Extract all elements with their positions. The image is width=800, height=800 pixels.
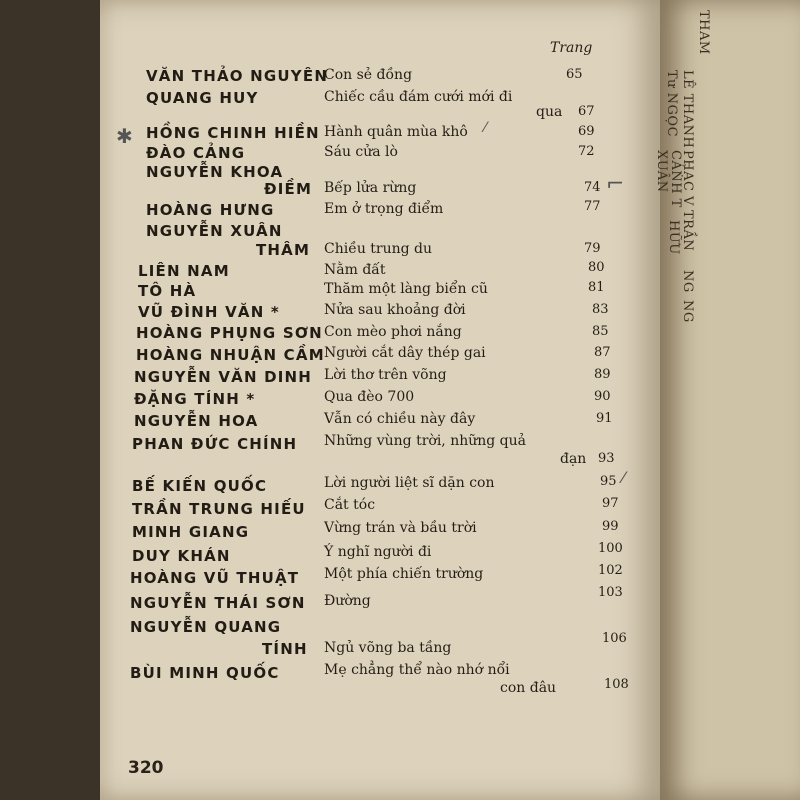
page-ref: 87	[594, 345, 611, 360]
facing-fragment: LÊ THANH	[680, 70, 695, 149]
page-ref: 79	[584, 241, 601, 256]
poem-title: Chiều trung du	[324, 241, 433, 257]
facing-fragment: PHẠC V	[680, 150, 695, 206]
author-name: VĂN THẢO NGUYÊN	[146, 67, 329, 85]
pen-mark-asterisk: ✱	[116, 124, 133, 148]
poem-title: Người cắt dây thép gai	[324, 345, 486, 361]
author-name: TÔ HÀ	[138, 282, 197, 300]
facing-fragment: XUÂN	[654, 150, 669, 193]
poem-title: Đường	[324, 593, 371, 609]
author-name: BÙI MINH QUỐC	[130, 664, 280, 682]
page-ref: 90	[594, 389, 611, 404]
author-name: HOÀNG VŨ THUẬT	[130, 569, 300, 587]
author-name: BẾ KIẾN QUỐC	[132, 477, 268, 495]
author-name: NGUYỄN VĂN DINH	[134, 368, 313, 386]
facing-fragment: HỮU	[666, 220, 681, 255]
page-ref: 106	[602, 631, 627, 646]
facing-page	[654, 0, 800, 800]
facing-fragment: THAM	[696, 10, 711, 55]
author-name: HOÀNG HƯNG	[146, 201, 275, 219]
facing-fragment: Tư NGỌC	[664, 70, 679, 138]
page-ref: 103	[598, 585, 623, 600]
facing-fragment: CẢNH T	[668, 150, 683, 208]
author-name: NGUYỄN XUÂN	[146, 222, 283, 240]
poem-title: Những vùng trời, những quả	[324, 433, 526, 449]
author-name: VŨ ĐÌNH VĂN *	[138, 303, 280, 321]
pen-tick-mark: ⁄	[622, 468, 625, 487]
poem-title-continuation: qua	[536, 104, 563, 120]
poem-title: Qua đèo 700	[324, 389, 415, 405]
poem-title: Thăm một làng biển cũ	[324, 281, 488, 297]
page-ref: 97	[602, 496, 619, 511]
poem-title: Hành quân mùa khô	[324, 124, 468, 140]
page-ref: 77	[584, 199, 601, 214]
page-column-header: Trang	[550, 40, 593, 56]
page-ref: 72	[578, 144, 595, 159]
poem-title: Vừng trán và bầu trời	[324, 520, 477, 536]
author-name: NGUYỄN THÁI SƠN	[130, 594, 306, 612]
poem-title-continuation: con đâu	[500, 680, 557, 696]
poem-title: Con mèo phơi nắng	[324, 324, 462, 340]
poem-title: Cắt tóc	[324, 497, 376, 513]
poem-title: Bếp lửa rừng	[324, 180, 417, 196]
page-ref: 91	[596, 411, 613, 426]
page-ref: 80	[588, 260, 605, 275]
author-name: HOÀNG PHỤNG SƠN	[136, 324, 323, 342]
author-name: DUY KHÁN	[132, 547, 231, 565]
poem-title: Ngủ võng ba tầng	[324, 640, 452, 656]
page-ref: 108	[604, 677, 629, 692]
page-ref: 85	[592, 324, 609, 339]
poem-title: Lời thơ trên võng	[324, 367, 447, 383]
poem-title: Sáu cửa lò	[324, 144, 398, 160]
page-ref: 81	[588, 280, 605, 295]
poem-title: Nằm đất	[324, 262, 386, 278]
page-ref: 89	[594, 367, 611, 382]
page-ref: 74	[584, 180, 601, 195]
poem-title: Em ở trọng điểm	[324, 201, 444, 217]
page-ref: 67	[578, 104, 595, 119]
poem-title-continuation: đạn	[560, 451, 587, 467]
page-ref: 102	[598, 563, 623, 578]
author-name: QUANG HUY	[146, 89, 259, 107]
author-name: ĐÀO CẢNG	[146, 144, 246, 162]
page-ref: 100	[598, 541, 623, 556]
facing-fragment: NG	[680, 300, 695, 323]
pen-check-mark: ⌐	[606, 172, 625, 197]
page-ref: 93	[598, 451, 615, 466]
author-name: LIÊN NAM	[138, 262, 230, 280]
poem-title: Mẹ chẳng thể nào nhớ nổi	[324, 662, 510, 678]
poem-title: Lời người liệt sĩ dặn con	[324, 475, 495, 491]
author-name-continuation: ĐIỀM	[264, 180, 313, 198]
poem-title: Một phía chiến trường	[324, 566, 484, 582]
page-ref: 65	[566, 67, 583, 82]
author-name-continuation: THÂM	[256, 241, 311, 259]
facing-fragment: TRẦN	[680, 210, 695, 252]
page-number: 320	[128, 758, 164, 778]
author-name: HOÀNG NHUẬN CẦM	[136, 346, 325, 364]
author-name: HỒNG CHINH HIỀN	[146, 124, 320, 142]
page-ref: 95	[600, 474, 617, 489]
facing-fragment: NG	[680, 270, 695, 293]
poem-title: Con sẻ đồng	[324, 67, 413, 83]
poem-title: Ý nghĩ người đi	[324, 544, 432, 560]
page-ref: 83	[592, 302, 609, 317]
poem-title: Chiếc cầu đám cưới mới đi	[324, 89, 513, 105]
poem-title: Vẫn có chiều này đây	[324, 411, 476, 427]
author-name-continuation: TÍNH	[262, 640, 308, 658]
poem-title: Nửa sau khoảng đời	[324, 302, 466, 318]
author-name: NGUYỄN KHOA	[146, 163, 284, 181]
page-ref: 99	[602, 519, 619, 534]
author-name: NGUYỄN QUANG	[130, 618, 282, 636]
author-name: NGUYỄN HOA	[134, 412, 259, 430]
pen-tick-mark: ⁄	[484, 120, 487, 136]
page-ref: 69	[578, 124, 595, 139]
author-name: MINH GIANG	[132, 523, 250, 541]
author-name: PHAN ĐỨC CHÍNH	[132, 435, 298, 453]
author-name: TRẦN TRUNG HIẾU	[132, 500, 306, 518]
author-name: ĐẶNG TÍNH *	[134, 390, 256, 408]
